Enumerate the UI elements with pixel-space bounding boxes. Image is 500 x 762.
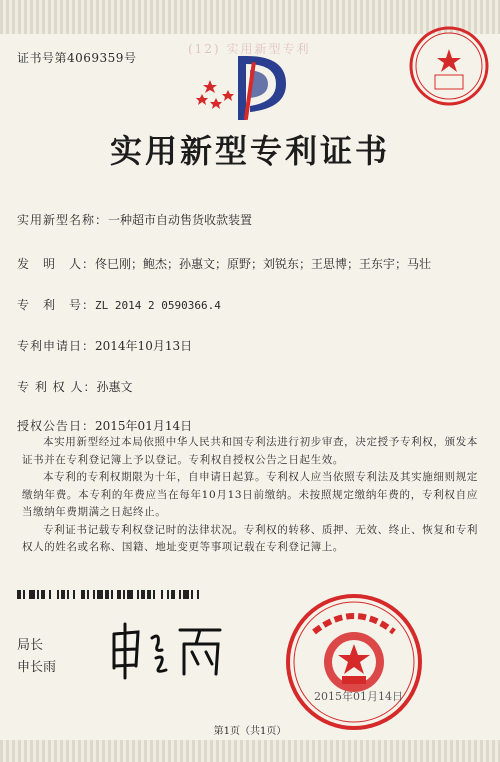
utility-model-name-field [17, 211, 252, 228]
body-paragraph: 专利证书记载专利权登记时的法律状况。专利权的转移、质押、无效、终止、恢复和专利权人的姓名或名称、国籍、地址变更等事项记载在专利登记簿上。 [22, 523, 478, 553]
barcode-bar [199, 590, 203, 599]
grant-date-value: 2015年01月14日 [95, 419, 193, 433]
director-signature-icon [108, 620, 238, 680]
utility-model-name-value: 一种超市自动售货收款装置 [108, 213, 253, 227]
patentee-field [17, 378, 132, 395]
utility-model-name-label: 实用新型名称： [17, 213, 109, 227]
inventor-label: 发 明 人： [17, 257, 96, 271]
inventor-value: 佟巳刚；鲍杰；孙惠文；原野；刘锐东；王思博；王东宇；马壮 [95, 257, 432, 271]
certificate-number: 证书号第4069359号 [17, 51, 137, 65]
patent-number-label: 专 利 号： [17, 298, 96, 312]
header-watermark: (12) 实用新型专利 [188, 42, 311, 56]
inventor-field [17, 255, 431, 272]
state-ip-office-seal [284, 592, 424, 732]
page-footer: 第1页（共1页） [213, 726, 287, 737]
certificate-body-text [22, 434, 478, 557]
director-name: 申长雨 [17, 660, 57, 675]
seal-date: 2015年01月14日 [314, 690, 403, 703]
small-red-seal [408, 25, 490, 107]
grant-date-label: 授权公告日： [17, 419, 96, 433]
body-paragraph: 本专利的专利权期限为十年，自申请日起算。专利权人应当依照专利法及其实施细则规定缴纳年费。本专利的年费应当在每年10月13日前缴纳。未按照规定缴纳年费的，专利权自应当缴纳年费期满之日起终止。 [22, 471, 478, 518]
barcode [17, 590, 247, 599]
filing-date-label: 专利申请日： [17, 339, 96, 353]
filing-date-field [17, 337, 192, 354]
filing-date-value: 2014年10月13日 [95, 339, 193, 353]
decorative-border-bottom [0, 740, 500, 762]
body-paragraph: 本实用新型经过本局依照中华人民共和国专利法进行初步审查，决定授予专利权，颁发本证书并在专利登记簿上予以登记。专利权自授权公告之日起生效。 [22, 436, 478, 466]
patentee-label: 专 利 权 人： [17, 380, 97, 394]
document-title: 实用新型专利证书 [109, 132, 390, 170]
grant-date-field [17, 417, 192, 434]
patent-number-field [17, 296, 221, 313]
sipo-logo-icon [190, 50, 300, 124]
patent-number-value: ZL 2014 2 0590366.4 [95, 299, 221, 312]
patentee-value: 孙惠文 [96, 380, 133, 394]
director-title: 局长 [17, 638, 44, 653]
